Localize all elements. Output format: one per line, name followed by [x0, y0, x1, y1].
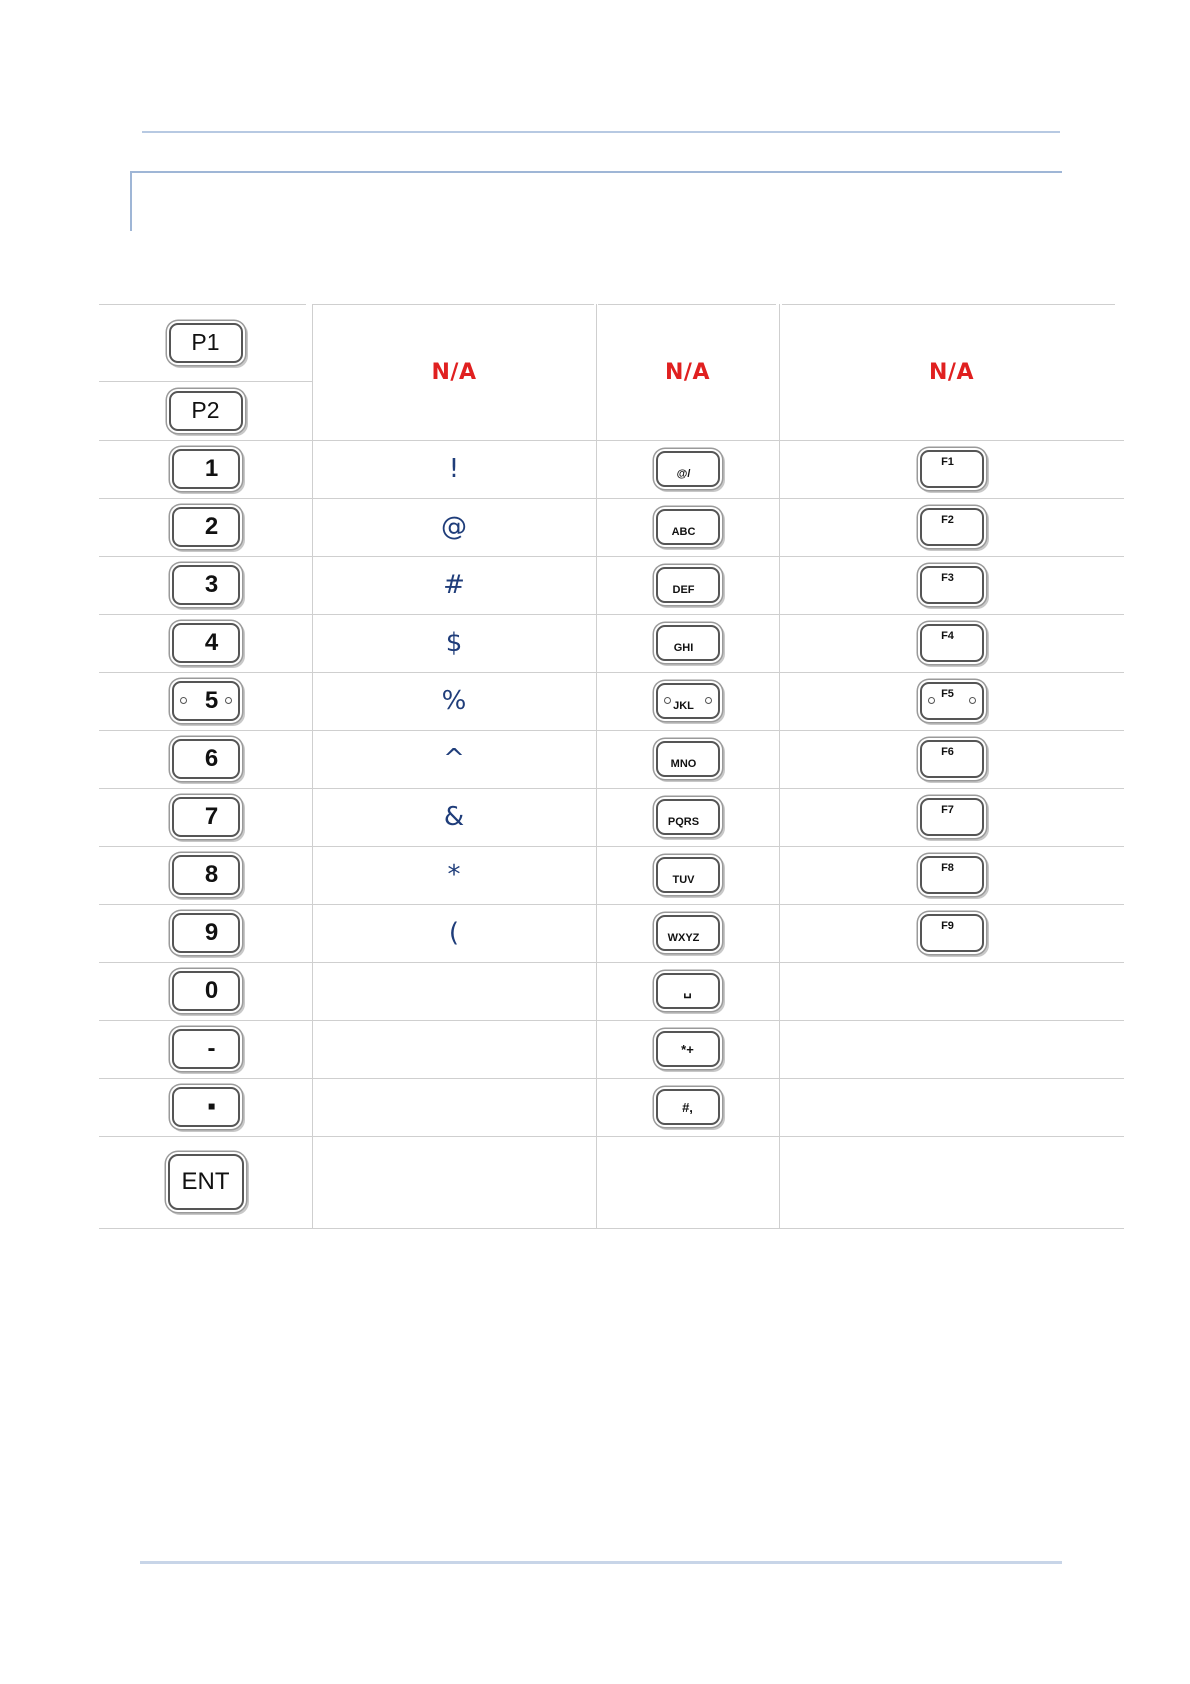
function-key-label: F2 — [941, 514, 954, 526]
key-button[interactable] — [172, 971, 240, 1011]
alpha-key[interactable] — [656, 509, 720, 545]
alpha-key[interactable] — [656, 683, 720, 719]
tactile-dot-icon — [928, 697, 935, 704]
na-label: N/A — [929, 359, 974, 385]
alpha-cell — [596, 498, 779, 556]
fn-cell — [779, 672, 1124, 730]
alpha-cell — [596, 556, 779, 614]
alpha-key[interactable] — [656, 973, 720, 1009]
key-cell — [99, 846, 312, 904]
keypad-mapping-table — [99, 304, 1124, 1228]
symbol-cell — [312, 788, 596, 846]
key-label: ENT — [181, 1168, 230, 1195]
key-cell — [99, 498, 312, 556]
key-cell — [99, 440, 312, 498]
function-key-label: F9 — [941, 920, 954, 932]
function-key[interactable] — [920, 508, 984, 546]
symbol-value: # — [443, 570, 465, 600]
function-key[interactable] — [920, 450, 984, 488]
function-key[interactable] — [920, 798, 984, 836]
fn-cell — [779, 904, 1124, 962]
key-button[interactable] — [172, 913, 240, 953]
key-cell — [99, 1078, 312, 1136]
key-button[interactable] — [172, 623, 240, 663]
symbol-value: ! — [448, 454, 460, 484]
fn-cell — [779, 730, 1124, 788]
alpha-key[interactable] — [656, 451, 720, 487]
key-p[interactable] — [169, 323, 243, 363]
alpha-key[interactable] — [656, 567, 720, 603]
alpha-cell — [596, 788, 779, 846]
na-cell — [596, 304, 779, 440]
key-label: - — [207, 1035, 216, 1062]
alpha-key[interactable] — [656, 857, 720, 893]
symbol-value: ^ — [443, 744, 465, 774]
alpha-key-label: JKL — [673, 700, 694, 712]
key-button[interactable] — [172, 565, 240, 605]
key-button[interactable] — [172, 449, 240, 489]
key-cell — [99, 304, 312, 381]
alpha-key-label: GHI — [673, 642, 694, 654]
key-label: 1 — [204, 455, 219, 482]
function-key[interactable] — [920, 740, 984, 778]
alpha-cell — [596, 614, 779, 672]
function-key[interactable] — [920, 566, 984, 604]
symbol-value: * — [447, 860, 461, 890]
key-button[interactable] — [172, 681, 240, 721]
symbol-cell — [312, 440, 596, 498]
key-cell — [99, 730, 312, 788]
alpha-cell — [596, 904, 779, 962]
key-label: ▪ — [207, 1093, 216, 1120]
alpha-key-label: *+ — [681, 1041, 694, 1057]
key-ent[interactable] — [168, 1154, 244, 1210]
symbol-value: % — [441, 686, 467, 716]
key-label: 6 — [204, 745, 219, 772]
fn-cell — [779, 498, 1124, 556]
fn-cell — [779, 556, 1124, 614]
symbol-value: @ — [441, 512, 467, 542]
na-label: N/A — [431, 359, 477, 385]
alpha-key-label: ABC — [671, 526, 696, 538]
na-cell — [779, 304, 1124, 440]
tactile-dot-icon — [180, 697, 187, 704]
key-label: 7 — [204, 803, 219, 830]
function-key[interactable] — [920, 624, 984, 662]
key-label: 3 — [204, 571, 219, 598]
key-label: 9 — [204, 919, 219, 946]
tactile-dot-icon — [969, 697, 976, 704]
key-cell — [99, 1136, 312, 1228]
alpha-cell — [596, 962, 779, 1020]
alpha-cell — [596, 846, 779, 904]
key-label: 8 — [204, 861, 219, 888]
alpha-key-label: WXYZ — [667, 932, 700, 944]
function-key[interactable] — [920, 856, 984, 894]
function-key-label: F1 — [941, 456, 954, 468]
alpha-key-label: PQRS — [667, 816, 700, 828]
alpha-key[interactable] — [656, 799, 720, 835]
function-key-label: F8 — [941, 862, 954, 874]
key-button[interactable] — [172, 1087, 240, 1127]
tactile-dot-icon — [225, 697, 232, 704]
key-label: 0 — [204, 977, 219, 1004]
key-cell — [99, 904, 312, 962]
key-cell — [99, 1020, 312, 1078]
alpha-cell — [596, 1020, 779, 1078]
symbol-value: ( — [448, 918, 460, 948]
key-cell — [99, 614, 312, 672]
function-key-label: F7 — [941, 804, 954, 816]
fn-cell — [779, 846, 1124, 904]
footer-rule — [140, 1561, 1062, 1564]
alpha-key-label: @/ — [676, 468, 691, 480]
key-label: P1 — [191, 329, 220, 355]
tactile-dot-icon — [664, 697, 671, 704]
symbol-cell — [312, 672, 596, 730]
function-key-label: F3 — [941, 572, 954, 584]
tactile-dot-icon — [705, 697, 712, 704]
alpha-key[interactable] — [656, 1089, 720, 1125]
key-label: 4 — [204, 629, 219, 656]
key-label: 2 — [204, 513, 219, 540]
function-key[interactable] — [920, 682, 984, 720]
key-cell — [99, 788, 312, 846]
symbol-value: & — [443, 802, 465, 832]
na-cell — [312, 304, 596, 440]
function-key-label: F6 — [941, 746, 954, 758]
alpha-key[interactable] — [656, 741, 720, 777]
alpha-key[interactable] — [656, 915, 720, 951]
alpha-cell — [596, 1078, 779, 1136]
alpha-key-label: TUV — [672, 874, 695, 886]
fn-cell — [779, 788, 1124, 846]
symbol-cell — [312, 556, 596, 614]
symbol-cell — [312, 846, 596, 904]
symbol-value: $ — [445, 628, 463, 658]
function-key-label: F5 — [941, 688, 954, 700]
alpha-key-label: ␣ — [683, 983, 692, 998]
alpha-key-label: MNO — [670, 758, 697, 770]
key-cell — [99, 381, 312, 440]
symbol-cell — [312, 904, 596, 962]
key-cell — [99, 962, 312, 1020]
key-button[interactable] — [172, 797, 240, 837]
symbol-cell — [312, 730, 596, 788]
key-cell — [99, 556, 312, 614]
alpha-key-label: DEF — [672, 584, 695, 596]
function-key[interactable] — [920, 914, 984, 952]
key-label: 5 — [204, 687, 219, 714]
na-label: N/A — [665, 359, 710, 385]
key-cell — [99, 672, 312, 730]
alpha-key[interactable] — [656, 1031, 720, 1067]
fn-cell — [779, 614, 1124, 672]
alpha-cell — [596, 730, 779, 788]
alpha-cell — [596, 672, 779, 730]
section-heading-box — [130, 171, 1062, 231]
symbol-cell — [312, 614, 596, 672]
key-label: P2 — [191, 397, 220, 423]
function-key-label: F4 — [941, 630, 954, 642]
alpha-cell — [596, 440, 779, 498]
symbol-cell — [312, 498, 596, 556]
key-button[interactable] — [172, 1029, 240, 1069]
key-button[interactable] — [172, 739, 240, 779]
key-button[interactable] — [172, 507, 240, 547]
grid-line — [99, 1228, 1124, 1229]
fn-cell — [779, 440, 1124, 498]
key-button[interactable] — [172, 855, 240, 895]
key-p[interactable] — [169, 391, 243, 431]
header-rule — [142, 131, 1060, 133]
alpha-key[interactable] — [656, 625, 720, 661]
alpha-key-label: #, — [682, 1099, 693, 1115]
